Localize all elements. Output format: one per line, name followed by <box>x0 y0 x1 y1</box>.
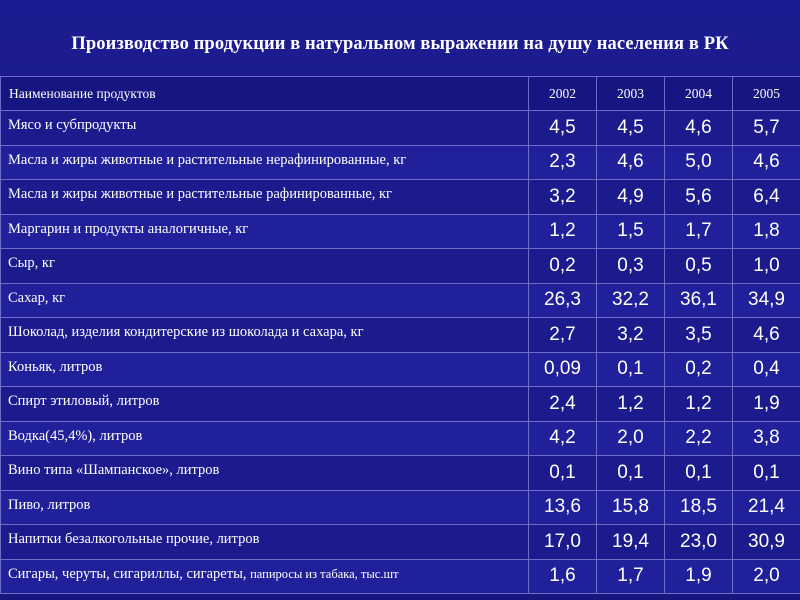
header-name: Наименование продуктов <box>1 77 529 111</box>
value-cell: 2,0 <box>733 559 800 594</box>
row-name-text: Спирт этиловый, литров <box>8 393 160 409</box>
value-cell: 1,0 <box>733 249 800 284</box>
table-row <box>1 180 800 215</box>
row-name-text: Мясо и субпродукты <box>8 117 137 133</box>
table-row <box>1 283 800 318</box>
row-name-small-text: папиросы из табака, тыс.шт <box>250 566 399 581</box>
row-name-text: Вино типа «Шампанское», литров <box>8 462 220 478</box>
value-cell: 1,7 <box>665 214 733 249</box>
value-cell: 5,6 <box>665 180 733 215</box>
value-cell: 1,9 <box>733 387 800 422</box>
value-cell: 13,6 <box>529 490 597 525</box>
row-name <box>1 180 529 215</box>
row-name <box>1 490 529 525</box>
row-name <box>1 111 529 146</box>
value-cell: 0,1 <box>597 352 665 387</box>
value-cell: 1,7 <box>597 559 665 594</box>
value-cell: 23,0 <box>665 525 733 560</box>
row-name <box>1 145 529 180</box>
value-cell: 2,0 <box>597 421 665 456</box>
value-cell: 2,3 <box>529 145 597 180</box>
table-header-row <box>1 77 800 111</box>
value-cell: 1,8 <box>733 214 800 249</box>
row-name-text: Шоколад, изделия кондитерские из шоколада и сахара, кг <box>8 324 364 340</box>
value-cell: 0,2 <box>665 352 733 387</box>
value-cell: 4,2 <box>529 421 597 456</box>
table-row <box>1 111 800 146</box>
value-cell: 0,5 <box>665 249 733 284</box>
table-row <box>1 490 800 525</box>
row-name-text: Масла и жиры животные и растительные рафинированные, кг <box>8 186 393 202</box>
value-cell: 3,8 <box>733 421 800 456</box>
page-title: Производство продукции в натуральном выражении на душу населения в РК <box>71 34 729 54</box>
value-cell: 30,9 <box>733 525 800 560</box>
row-name <box>1 283 529 318</box>
value-cell: 26,3 <box>529 283 597 318</box>
value-cell: 3,2 <box>597 318 665 353</box>
value-cell: 2,4 <box>529 387 597 422</box>
value-cell: 0,1 <box>529 456 597 491</box>
value-cell: 5,7 <box>733 111 800 146</box>
value-cell: 2,2 <box>665 421 733 456</box>
row-name <box>1 318 529 353</box>
row-name <box>1 249 529 284</box>
value-cell: 1,5 <box>597 214 665 249</box>
value-cell: 2,7 <box>529 318 597 353</box>
value-cell: 5,0 <box>665 145 733 180</box>
value-cell: 0,4 <box>733 352 800 387</box>
value-cell: 21,4 <box>733 490 800 525</box>
header-year: 2005 <box>733 77 800 111</box>
row-name-text: Сыр, кг <box>8 255 55 271</box>
value-cell: 32,2 <box>597 283 665 318</box>
value-cell: 0,1 <box>733 456 800 491</box>
header-year: 2004 <box>665 77 733 111</box>
value-cell: 19,4 <box>597 525 665 560</box>
row-name-text: Напитки безалкогольные прочие, литров <box>8 531 260 547</box>
value-cell: 0,1 <box>665 456 733 491</box>
row-name-text: Коньяк, литров <box>8 358 103 375</box>
table-row <box>1 559 800 594</box>
header-year: 2002 <box>529 77 597 111</box>
value-cell: 1,6 <box>529 559 597 594</box>
row-name <box>1 214 529 249</box>
table-row <box>1 421 800 456</box>
table-row <box>1 214 800 249</box>
row-name-text: Маргарин и продукты аналогичные, кг <box>8 220 249 237</box>
value-cell: 1,2 <box>529 214 597 249</box>
value-cell: 4,5 <box>529 111 597 146</box>
row-name <box>1 421 529 456</box>
row-name <box>1 352 529 387</box>
row-name-text: Масла и жиры животные и растительные нерафинированные, кг <box>8 151 407 168</box>
data-table <box>0 76 800 594</box>
row-name-text: Сахар, кг <box>8 289 66 306</box>
row-name-text: Водка(45,4%), литров <box>8 427 143 444</box>
value-cell: 4,5 <box>597 111 665 146</box>
value-cell: 4,6 <box>733 145 800 180</box>
value-cell: 34,9 <box>733 283 800 318</box>
value-cell: 1,9 <box>665 559 733 594</box>
value-cell: 3,5 <box>665 318 733 353</box>
row-name <box>1 456 529 491</box>
row-name-text: Пиво, литров <box>8 496 91 513</box>
table-row <box>1 318 800 353</box>
row-name <box>1 525 529 560</box>
value-cell: 0,3 <box>597 249 665 284</box>
value-cell: 3,2 <box>529 180 597 215</box>
row-name <box>1 387 529 422</box>
value-cell: 4,9 <box>597 180 665 215</box>
table-row <box>1 352 800 387</box>
value-cell: 1,2 <box>665 387 733 422</box>
value-cell: 4,6 <box>665 111 733 146</box>
table-row <box>1 525 800 560</box>
value-cell: 1,2 <box>597 387 665 422</box>
row-name <box>1 559 529 594</box>
value-cell: 0,1 <box>597 456 665 491</box>
value-cell: 4,6 <box>733 318 800 353</box>
value-cell: 6,4 <box>733 180 800 215</box>
value-cell: 17,0 <box>529 525 597 560</box>
value-cell: 0,09 <box>529 352 597 387</box>
table-row <box>1 456 800 491</box>
value-cell: 18,5 <box>665 490 733 525</box>
value-cell: 4,6 <box>597 145 665 180</box>
value-cell: 0,2 <box>529 249 597 284</box>
value-cell: 36,1 <box>665 283 733 318</box>
table-row <box>1 145 800 180</box>
table-row <box>1 249 800 284</box>
table-row <box>1 387 800 422</box>
value-cell: 15,8 <box>597 490 665 525</box>
header-year: 2003 <box>597 77 665 111</box>
row-name-text: Сигары, черуты, сигариллы, сигареты, <box>8 565 251 582</box>
